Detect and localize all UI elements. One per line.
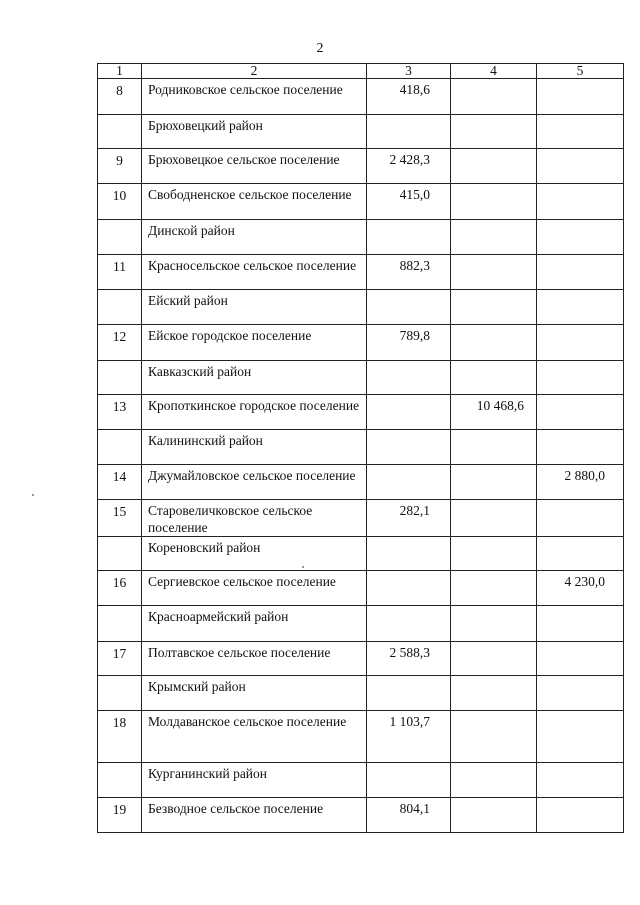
value-col-5 (537, 537, 624, 571)
value-col-4 (451, 711, 537, 763)
value-col-5 (537, 79, 624, 115)
table-row (98, 149, 624, 184)
table-row (98, 711, 624, 763)
value-col-3: 1 103,7 (367, 711, 451, 763)
value-col-3: 789,8 (367, 325, 451, 361)
value-col-5 (537, 290, 624, 325)
row-number (98, 361, 142, 395)
table-row (98, 395, 624, 430)
value-col-4 (451, 537, 537, 571)
value-col-5 (537, 115, 624, 149)
settlement-name: Родниковское сельское поселение (142, 79, 367, 115)
row-number: 18 (98, 711, 142, 763)
value-col-3: 2 428,3 (367, 149, 451, 184)
district-row (98, 115, 624, 149)
district-row (98, 361, 624, 395)
row-number (98, 606, 142, 642)
value-col-5: 4 230,0 (537, 571, 624, 606)
value-col-3: 418,6 (367, 79, 451, 115)
row-number (98, 430, 142, 465)
value-col-5: 2 880,0 (537, 465, 624, 500)
value-col-5 (537, 430, 624, 465)
column-header-5: 5 (537, 64, 624, 79)
value-col-4 (451, 184, 537, 220)
value-col-4 (451, 763, 537, 798)
value-col-3 (367, 220, 451, 255)
table-row (98, 325, 624, 361)
district-name: Калининский район (142, 430, 367, 465)
row-number: 14 (98, 465, 142, 500)
district-row (98, 763, 624, 798)
row-number: 9 (98, 149, 142, 184)
district-row (98, 606, 624, 642)
value-col-3 (367, 430, 451, 465)
scan-speck (32, 494, 34, 496)
row-number: 13 (98, 395, 142, 430)
settlement-name: Молдаванское сельское поселение (142, 711, 367, 763)
column-header-3: 3 (367, 64, 451, 79)
value-col-5 (537, 676, 624, 711)
value-col-4 (451, 255, 537, 290)
district-name: Кореновский район (142, 537, 367, 571)
value-col-5 (537, 798, 624, 833)
value-col-3 (367, 395, 451, 430)
row-number: 10 (98, 184, 142, 220)
column-header-1: 1 (98, 64, 142, 79)
scan-speck (302, 566, 304, 568)
value-col-4 (451, 606, 537, 642)
value-col-4 (451, 79, 537, 115)
value-col-3 (367, 537, 451, 571)
value-col-5 (537, 763, 624, 798)
value-col-3 (367, 465, 451, 500)
table-row (98, 500, 624, 537)
value-col-3 (367, 571, 451, 606)
row-number: 19 (98, 798, 142, 833)
district-name: Динской район (142, 220, 367, 255)
value-col-3: 2 588,3 (367, 642, 451, 676)
value-col-3 (367, 361, 451, 395)
column-header-2: 2 (142, 64, 367, 79)
district-name: Крымский район (142, 676, 367, 711)
settlement-name: Ейское городское поселение (142, 325, 367, 361)
settlement-name: Свободненское сельское поселение (142, 184, 367, 220)
row-number (98, 220, 142, 255)
value-col-4 (451, 149, 537, 184)
value-col-5 (537, 255, 624, 290)
value-col-5 (537, 184, 624, 220)
district-name: Курганинский район (142, 763, 367, 798)
table-row (98, 571, 624, 606)
value-col-5 (537, 606, 624, 642)
allocation-table (97, 63, 624, 833)
row-number: 11 (98, 255, 142, 290)
value-col-4 (451, 571, 537, 606)
value-col-4 (451, 465, 537, 500)
table-row (98, 642, 624, 676)
value-col-4 (451, 325, 537, 361)
value-col-3: 804,1 (367, 798, 451, 833)
value-col-4 (451, 500, 537, 537)
district-row (98, 220, 624, 255)
row-number (98, 537, 142, 571)
row-number: 8 (98, 79, 142, 115)
row-number: 15 (98, 500, 142, 537)
settlement-name: Джумайловское сельское поселение (142, 465, 367, 500)
value-col-5 (537, 500, 624, 537)
settlement-name: Старовеличковское сельское поселение (142, 500, 367, 537)
row-number (98, 290, 142, 325)
table-row (98, 798, 624, 833)
table-row (98, 465, 624, 500)
value-col-3: 415,0 (367, 184, 451, 220)
table-row (98, 255, 624, 290)
settlement-name: Кропоткинское городское поселение (142, 395, 367, 430)
settlement-name: Красносельское сельское поселение (142, 255, 367, 290)
value-col-5 (537, 149, 624, 184)
value-col-3: 882,3 (367, 255, 451, 290)
district-name: Брюховецкий район (142, 115, 367, 149)
district-name: Кавказский район (142, 361, 367, 395)
settlement-name: Безводное сельское поселение (142, 798, 367, 833)
value-col-3 (367, 763, 451, 798)
value-col-4 (451, 361, 537, 395)
row-number (98, 763, 142, 798)
value-col-4 (451, 798, 537, 833)
row-number (98, 115, 142, 149)
settlement-name: Сергиевское сельское поселение (142, 571, 367, 606)
value-col-4 (451, 676, 537, 711)
value-col-5 (537, 325, 624, 361)
district-row (98, 430, 624, 465)
row-number: 17 (98, 642, 142, 676)
page-number: 2 (316, 41, 324, 56)
value-col-5 (537, 642, 624, 676)
value-col-3: 282,1 (367, 500, 451, 537)
value-col-3 (367, 676, 451, 711)
value-col-4 (451, 290, 537, 325)
district-name: Красноармейский район (142, 606, 367, 642)
district-row (98, 537, 624, 571)
value-col-5 (537, 711, 624, 763)
settlement-name: Брюховецкое сельское поселение (142, 149, 367, 184)
table-row (98, 184, 624, 220)
value-col-5 (537, 361, 624, 395)
row-number: 12 (98, 325, 142, 361)
table-row (98, 79, 624, 115)
district-row (98, 676, 624, 711)
value-col-3 (367, 115, 451, 149)
value-col-4 (451, 220, 537, 255)
value-col-5 (537, 220, 624, 255)
value-col-4 (451, 642, 537, 676)
column-number-header-row (98, 64, 624, 79)
value-col-3 (367, 290, 451, 325)
value-col-4 (451, 430, 537, 465)
district-name: Ейский район (142, 290, 367, 325)
district-row (98, 290, 624, 325)
value-col-5 (537, 395, 624, 430)
value-col-3 (367, 606, 451, 642)
row-number (98, 676, 142, 711)
column-header-4: 4 (451, 64, 537, 79)
settlement-name: Полтавское сельское поселение (142, 642, 367, 676)
value-col-4 (451, 115, 537, 149)
row-number: 16 (98, 571, 142, 606)
value-col-4: 10 468,6 (451, 395, 537, 430)
